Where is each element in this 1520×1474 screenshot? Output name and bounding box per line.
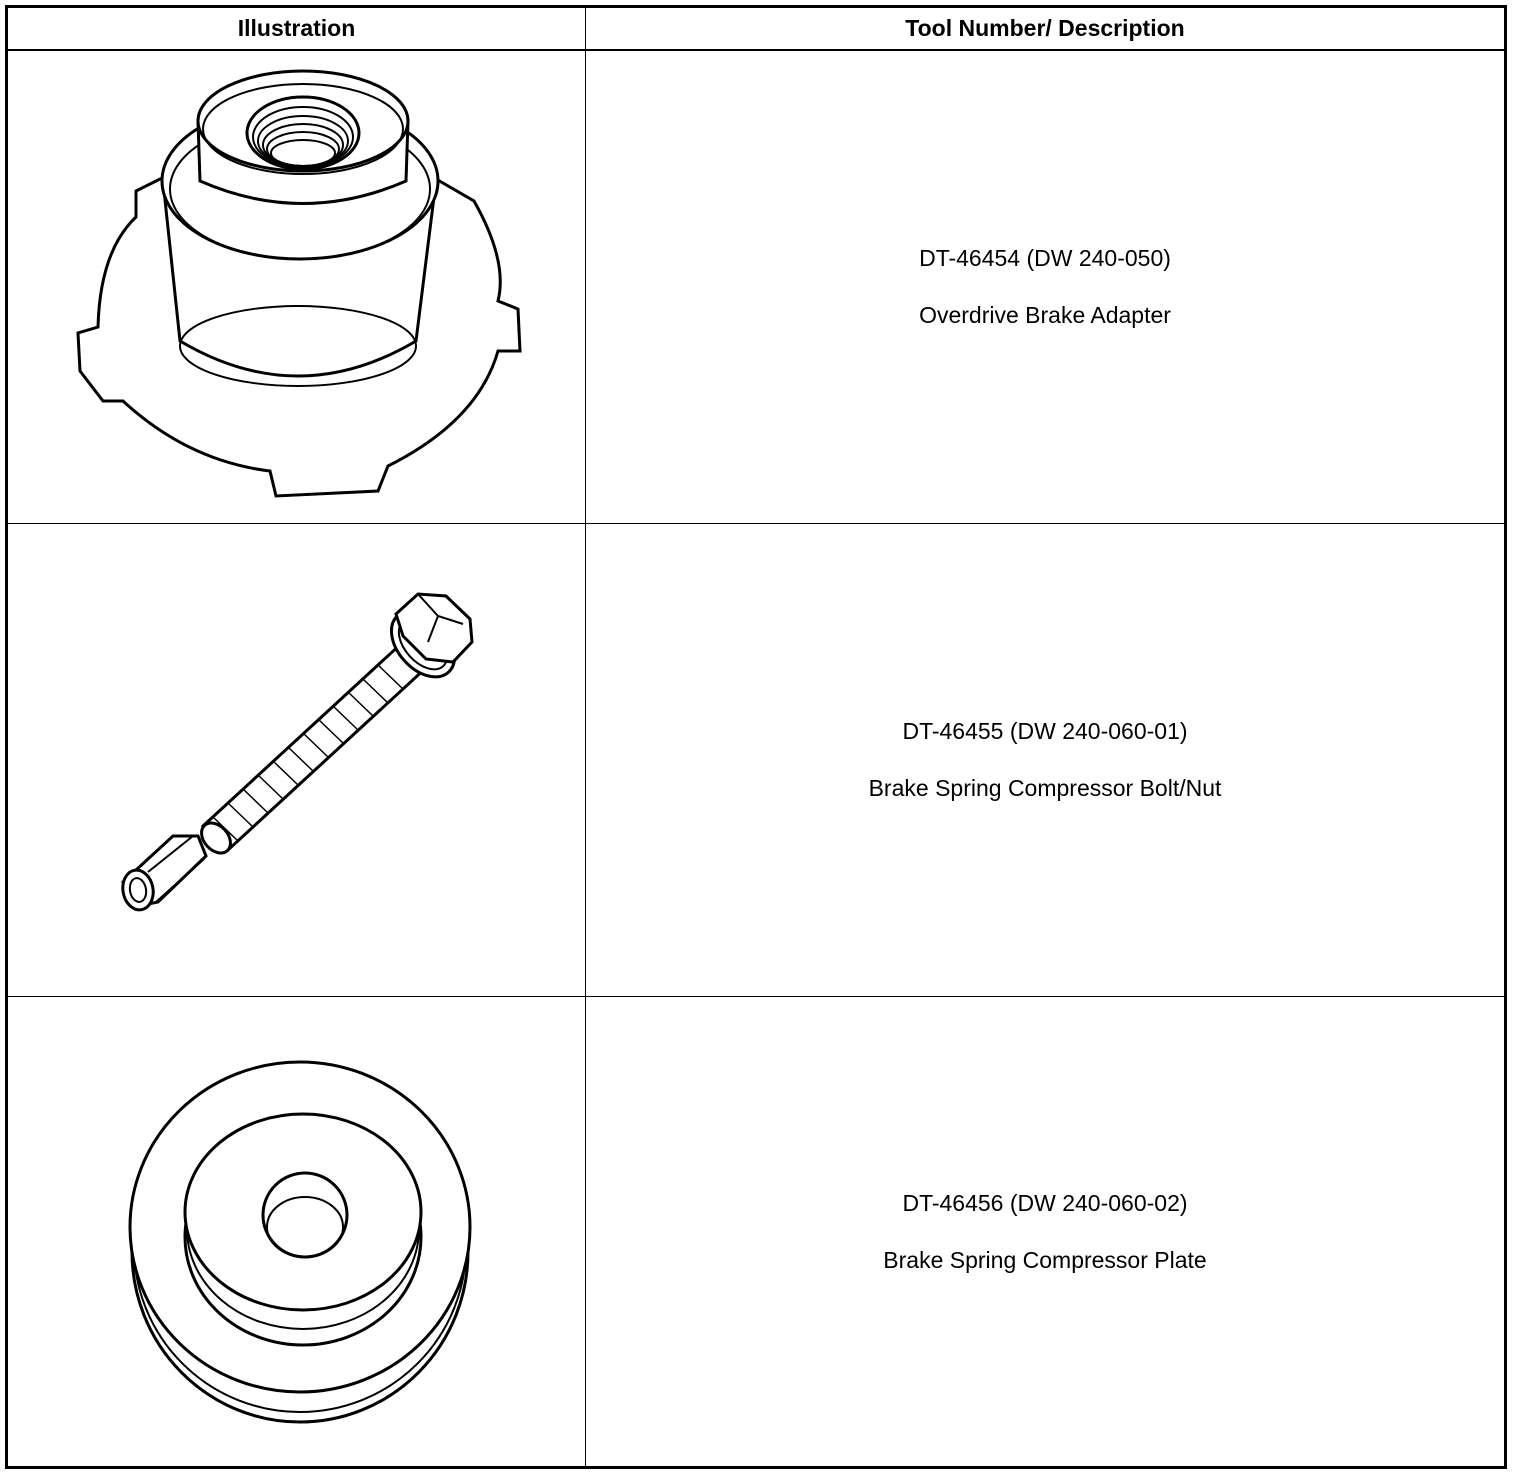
tool-description-cell	[586, 997, 1504, 1466]
tool-number: DT-46454 (DW 240-050)	[919, 245, 1171, 271]
tool-description-cell	[586, 51, 1504, 523]
compressor-bolt-nut-illustration	[8, 524, 585, 996]
header-tool-description: Tool Number/ Description	[905, 15, 1185, 41]
table-header	[8, 8, 1504, 51]
overdrive-brake-adapter-illustration	[8, 51, 585, 523]
compressor-bolt-nut-icon	[8, 524, 585, 997]
compressor-plate-icon	[8, 997, 585, 1466]
table-row	[8, 997, 1504, 1466]
table-row	[8, 51, 1504, 524]
tool-table	[5, 5, 1507, 1469]
tool-description: Brake Spring Compressor Bolt/Nut	[868, 775, 1222, 801]
tool-description: Brake Spring Compressor Plate	[883, 1246, 1207, 1273]
header-illustration: Illustration	[237, 15, 356, 41]
tool-description: Overdrive Brake Adapter	[919, 302, 1171, 328]
table-row	[8, 524, 1504, 997]
tool-number: DT-46455 (DW 240-060-01)	[902, 718, 1188, 744]
overdrive-brake-adapter-icon	[8, 51, 585, 524]
tool-description-cell	[586, 524, 1504, 996]
tool-number: DT-46456 (DW 240-060-02)	[902, 1189, 1188, 1216]
compressor-plate-illustration	[8, 997, 585, 1466]
